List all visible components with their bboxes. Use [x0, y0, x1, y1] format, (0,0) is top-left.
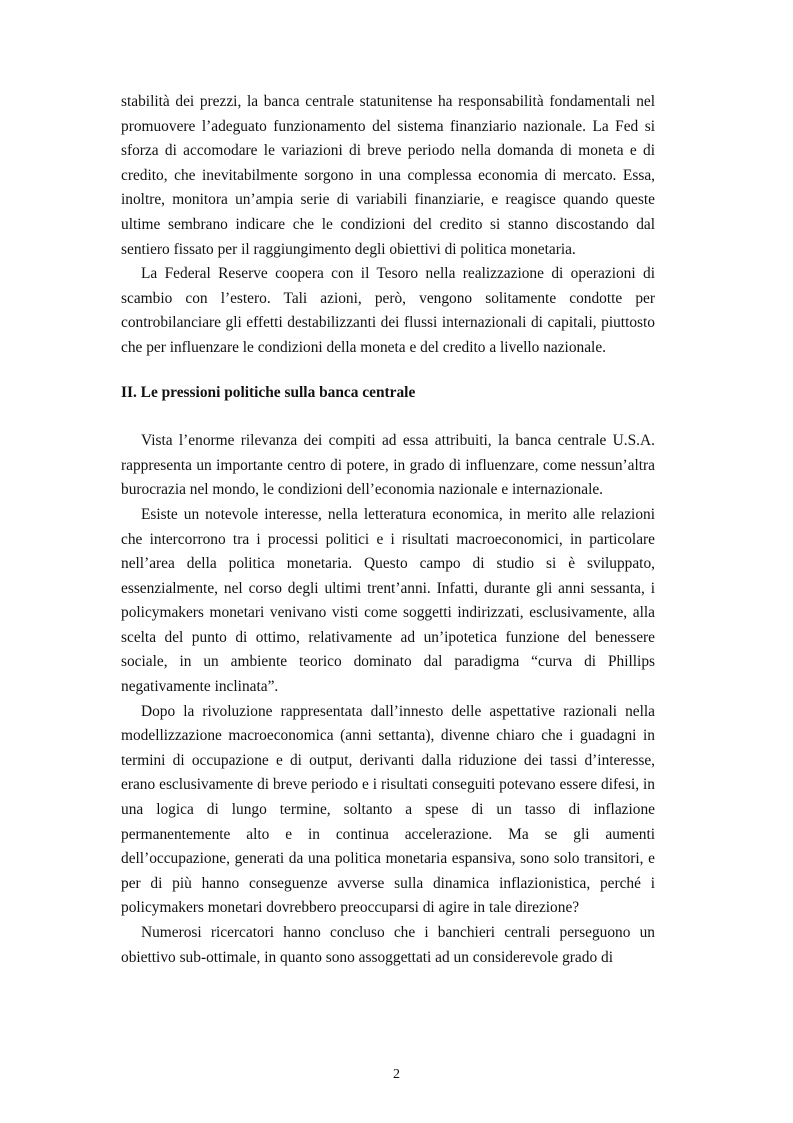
paragraph-researchers-conclusion: Numerosi ricercatori hanno concluso che i banchieri centrali perseguono un obiettivo sub-ottimale, in quanto sono assoggettati ad un considerevole grado di [121, 924, 655, 966]
document-page [121, 90, 655, 970]
section-heading: II. Le pressioni politiche sulla banca centrale [121, 383, 416, 401]
paragraph-price-stability: stabilità dei prezzi, la banca centrale statunitense ha responsabilità fondamentali nel promuovere l’adeguato funzionamento del sistema finanziario nazionale. La Fed si sforza di accomodare le variazioni di breve periodo nella domanda di moneta e di credito, che inevitabilmente sorgono in una complessa economia di mercato. Essa, inoltre, monitora un’ampia serie di variabili finanziarie, e reagisce quando queste ultime sembrano indicare che le condizioni del credito si stanno discostando dal sentiero fissato per il raggiungimento degli obiettivi di politica monetaria. [121, 93, 655, 258]
paragraph-federal-reserve-treasury: La Federal Reserve coopera con il Tesoro nella realizzazione di operazioni di scambio con l’estero. Tali azioni, però, vengono solitamente condotte per controbilanciare gli effetti destabilizzanti dei flussi internazionali di capitali, piuttosto che per influenzare le condizioni della moneta e del credito a livello nazionale. [121, 265, 655, 356]
paragraph-central-bank-power: Vista l’enorme rilevanza dei compiti ad essa attribuiti, la banca centrale U.S.A. rappresenta un importante centro di potere, in grado di influenzare, come nessun’altra burocrazia nel mondo, le condizioni dell’economia nazionale e internazionale. [121, 432, 655, 499]
paragraph-rational-expectations: Dopo la rivoluzione rappresentata dall’innesto delle aspettative razionali nella modellizzazione macroeconomica (anni settanta), divenne chiaro che i guadagni in termini di occupazione e di output, derivanti dalla riduzione dei tassi d’interesse, erano esclusivamente di breve periodo e i risultati conseguiti potevano essere difesi, in una logica di lungo termine, soltanto a spese di un tasso di inflazione permanentemente alto e in continua accelerazione. Ma se gli aumenti dell’occupazione, generati da una politica monetaria espansiva, sono solo transitori, e per di più hanno conseguenze avverse sulla dinamica inflazionistica, perché i policymakers monetari dovrebbero preoccuparsi di agire in tale direzione? [121, 702, 655, 917]
page-number: 2 [393, 1067, 400, 1082]
paragraph-political-processes: Esiste un notevole interesse, nella letteratura economica, in merito alle relazioni che intercorrono tra i processi politici e i risultati macroeconomici, in particolare nell’area della politica monetaria. Questo campo di studio si è sviluppato, essenzialmente, nel corso degli ultimi trent’anni. Infatti, durante gli anni sessanta, i policymakers monetari venivano visti come soggetti indirizzati, esclusivamente, alla scelta del punto di ottimo, relativamente ad un’ipotetica funzione del benessere sociale, in un ambiente teorico dominato dal paradigma “curva di Phillips negativamente inclinata”. [121, 505, 655, 696]
